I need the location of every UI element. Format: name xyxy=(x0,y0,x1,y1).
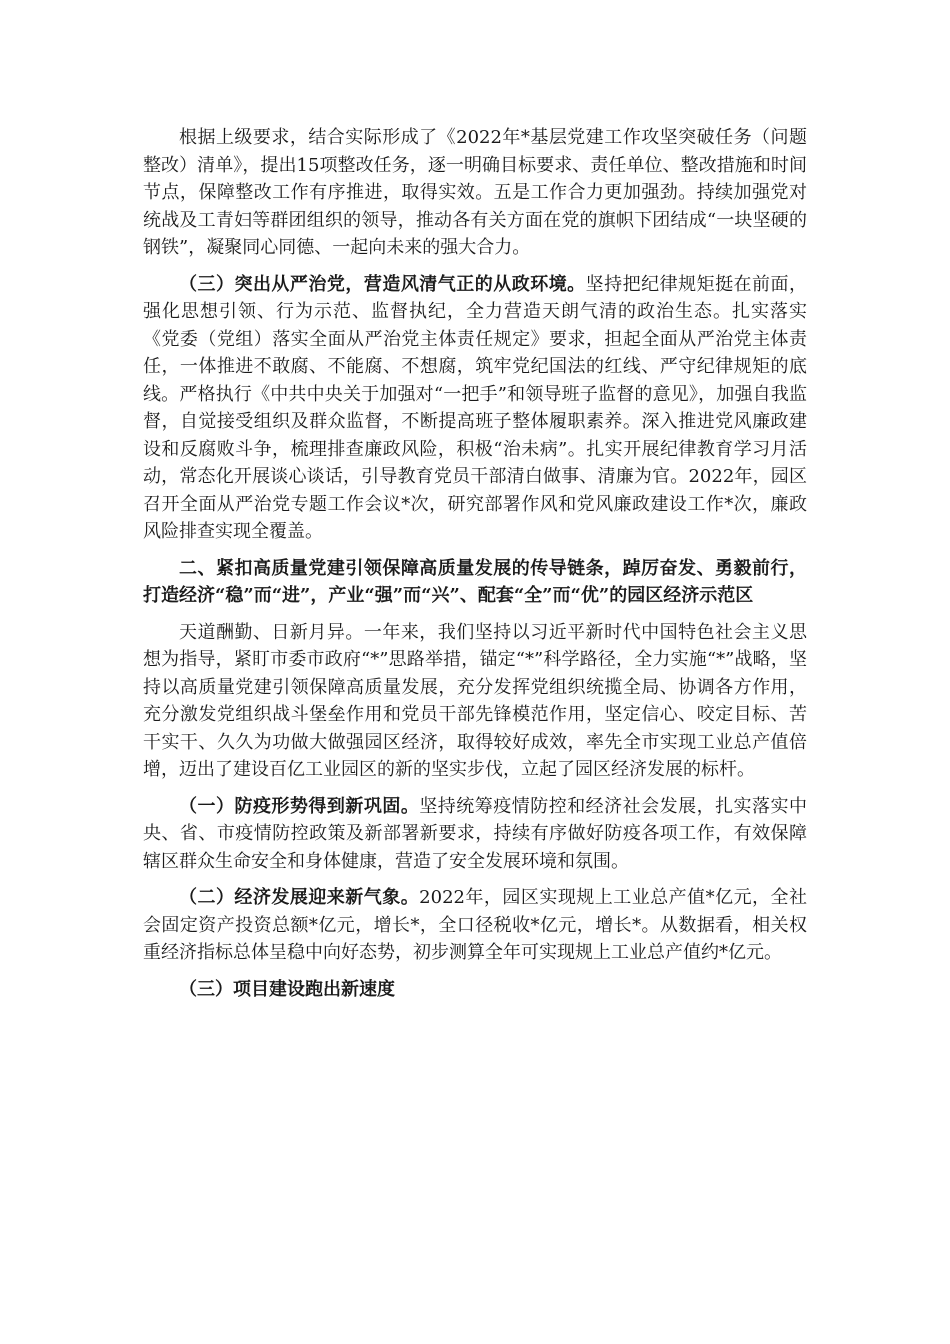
paragraph-text: 天道酬勤、日新月异。一年来，我们坚持以习近平新时代中国特色社会主义思想为指导，紧盯市委市政府“*”思路举措，锚定“*”科学路径，全力实施“*”战略，坚持以高质量党建引领保障高质量发展，充分发挥党组织统揽全局、协调各方作用，充分激发党组织战斗堡垒作用和党员干部先锋模范作用，坚定信心、咬定目标、苦干实干、久久为功做大做强园区经济，取得较好成效，率先全市实现工业总产值倍增，迈出了建设百亿工业园区的新的坚实步伐，立起了园区经济发展的标杆。 xyxy=(143,621,807,780)
paragraph-lead: （一）防疫形势得到新巩固。 xyxy=(179,795,420,817)
paragraph-text: 坚持统筹疫情防控和经济社会发展，扎实落实中央、省、市疫情防控政策及新部署新要求，持续有序做好防疫各项工作，有效保障辖区群众生命安全和身体健康，营造了安全发展环境和氛围。 xyxy=(143,795,808,872)
paragraph-lead: （三）项目建设跑出新速度 xyxy=(179,978,395,1000)
paragraph-economic-development xyxy=(143,884,807,967)
paragraph-lead: （二）经济发展迎来新气象。 xyxy=(179,887,420,908)
document-body xyxy=(143,124,807,1012)
paragraph-annual-review xyxy=(143,619,807,784)
paragraph-text: 2022年，园区实现规上工业总产值*亿元，全社会固定资产投资总额*亿元，增长*，全口径税收*亿元，增长*。从数据看，相关权重经济指标总体呈稳中向好态势，初步测算全年可实现规上工业总产值约*亿元。 xyxy=(143,887,807,963)
paragraph-task-list xyxy=(143,124,807,262)
paragraph-strict-governance xyxy=(143,271,807,546)
paragraph-epidemic-prevention xyxy=(143,793,807,876)
paragraph-text: 坚持把纪律规矩挺在前面，强化思想引领、行为示范、监督执纪，全力营造天朗气清的政治生态。扎实落实《党委（党组）落实全面从严治党主体责任规定》要求，担起全面从严治党主体责任，一体推进不敢腐、不能腐、不想腐，筑牢党纪国法的红线、严守纪律规矩的底线。严格执行《中共中央关于加强对“一把手”和领导班子监督的意见》，加强自我监督，自觉接受组织及群众监督，不断提高班子整体履职素养。深入推进党风廉政建设和反腐败斗争，梳理排查廉政风险，积极“治未病”。扎实开展纪律教育学习月活动，常态化开展谈心谈话，引导教育党员干部清白做事、清廉为官。2022年，园区召开全面从严治党专题工作会议*次，研究部署作风和党风廉政建设工作*次，廉政风险排查实现全覆盖。 xyxy=(143,273,808,542)
section-heading-two: 二、紧扣高质量党建引领保障高质量发展的传导链条，踔厉奋发、勇毅前行，打造经济“稳”而“进”，产业“强”而“兴”、配套“全”而“优”的园区经济示范区 xyxy=(143,557,807,606)
paragraph-project-construction xyxy=(143,976,807,1004)
paragraph-lead: （三）突出从严治党，营造风清气正的从政环境。 xyxy=(179,273,586,295)
paragraph-text: 根据上级要求，结合实际形成了《2022年*基层党建工作攻坚突破任务（问题整改）清单》，提出15项整改任务，逐一明确目标要求、责任单位、整改措施和时间节点，保障整改工作有序推进，取得实效。五是工作合力更加强劲。持续加强党对统战及工青妇等群团组织的领导，推动各有关方面在党的旗帜下团结成“一块坚硬的钢铁”，凝聚同心同德、一起向未来的强大合力。 xyxy=(143,127,807,258)
